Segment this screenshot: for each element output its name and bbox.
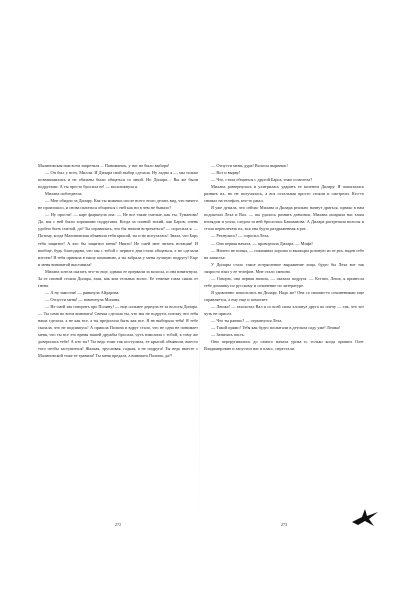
paragraph: — Такой прямо! Тебя как будто посватали в детском саду уже! Лешка! xyxy=(211,325,341,331)
page-gutter xyxy=(199,150,200,540)
paragraph: — Не смей так говорить про Полину! — еще сильнее дернула ее за волосы Дилара. — Ты сама во всем виновата! Свечка сделала ты, что мы не подруги, потому что тебя наша сделала, а не как все, а ты предпочла быть как все. Я не выбирала тебя! Я тебе сказала, что не подпишусь! А пришла Полина и вдруг стало, что не одна не понимает меня, что ты все это время нашей дружбы бросала, чуть взмолила с тобой, к тому же доверилась тебе! А кто ты? Ты ведь тоже так поступила, ее крысой объявили, вместо того чтобы заступиться! Жалкая, трусливая, гадкая, а не подруга! Ты ведь вместе с Малиновской тоже ее травила! Ты меня предала, а виновата Полина, да?! xyxy=(38,303,198,359)
paragraph: — Ну прости! — карт фыркнула она. — Не все такие смелые, как ты, Туманова! Да, мы с ней были хорошими подругами. Когда за спиной тихий, как Баров, очень удобно быть смелой, да? Ты справилась, что бы начали встречаться? — спросила я. — Потому, когда Малиновская объявила тебя крысой, ты и не испугалась! Знала, что Барс тебя защитит! А кто бы защитил меня? Никто! Не смей мне читать нотации! И вообще, будь благодарна, что мы с тобой с первого дня стали общаться, а не сделали изгоем! Я тебя приняла в нашу компанию, а ты забрала у меня лучшую подругу! Еще и меня виноватой выставила! xyxy=(38,212,198,267)
paragraph: — Вот и вырву! xyxy=(211,170,241,176)
paragraph: — Он был у всех, Милли. И Дилара свой выбор сделала. Ну ладно я — мы только познакомились и не обязаны были общаться со мной. Но Дилара… Вы же были подругами. А ты просто бросила ее! — воскликнула я. xyxy=(38,170,198,190)
paragraph: — Рехнулись? — спросил Леха. xyxy=(211,233,270,239)
paragraph: — Она первая начала, — проворчала Дилара. — Мифа! xyxy=(211,240,313,246)
paragraph: У Дилары стало такое потрясенное выражение лица, будто бы Леха вот так запросто взял у ее телефон. Мне стало смешно. xyxy=(204,261,364,274)
paragraph: Я удивленно покосилась на Дилару. Надо же! Она со своими-то сочинениями еще справляется, а ему еще и помогает. xyxy=(204,289,364,302)
paragraph: — Что, стала общаться с другой Барса, тоже осмелела? xyxy=(211,177,313,183)
right-page-text xyxy=(204,162,364,352)
paragraph: — Говорю, она первая начала, — сказала подруга. — Кстати, Леша, я принесла тебе домашку по русскому и сочинение по литературе. xyxy=(204,275,364,288)
paragraph: — Ничего не понял, — покачивал хорошо и вытащил розовую из ее рта, надев себе на запястье. xyxy=(204,247,364,260)
paragraph: Я уже думала, что сейчас Милана и Дилара реально начнут драться, однако в нам подскочил Леха и Вал. — пы удалось разнять девчонок. Милана ошарила нас злым взглядом и ушла, следом за ней бросилась Башманова. А Дилара растрепала волосы и стала переплетать их, вся она будто раздраженная в рот. xyxy=(204,205,364,232)
paragraph: — Отпусти меня, дура! Волосы вырвешь! xyxy=(211,163,288,168)
paragraph: — А ну замолчи! — рявкнула Айдарова. xyxy=(45,289,120,295)
paragraph: — Заткнись пасть. xyxy=(211,332,245,338)
paragraph: — Что ты ржешь? — огрызнулся Леха. xyxy=(211,318,283,324)
paragraph: Милана побледнела. xyxy=(45,191,83,197)
paragraph: — Лешка! — захохотал Вал и со всей силы хлопнул друга по плечу — так, что тот чуть не присел. xyxy=(204,303,364,316)
paragraph: Малиновская нам всем запретила… Понимаешь, у нас не было выбора! xyxy=(38,163,170,168)
paragraph: — Мне обидно за Дилару. Как ты можешь после всего этого делать вид, что ничего не произошло, и снова пытаться общаться с ней как ни в чем не бывало? xyxy=(38,198,198,211)
paragraph: — Отпусти меня! — взвизгнула Милана. xyxy=(45,296,121,302)
right-page-number: 273 xyxy=(280,522,288,527)
left-page-text xyxy=(38,162,198,359)
paragraph: Милана хотела сказать что-то еще, однако ее прервали за волосы, и она взвизгнула. За ее спиной стояла Дилара, злая, как ком тельных волос. Ее темные глаза сияли от гнева. xyxy=(38,268,198,288)
paragraph: Милана развернулась и ухитрилась ударить ее коленом Дилару. Я попыталась разнять их, но не получилось, а вся остальная просто стояли и смотрели. Кто-то снимал на телефон, кто-то ржал. xyxy=(204,184,364,204)
paragraph: Они переругивались до самого начала урока и, только когда пришел Олег Владимирович и запустил нас в класс, перестали. xyxy=(204,339,364,352)
bird-ornament-icon xyxy=(350,506,380,528)
left-page-number: 272 xyxy=(114,522,122,527)
